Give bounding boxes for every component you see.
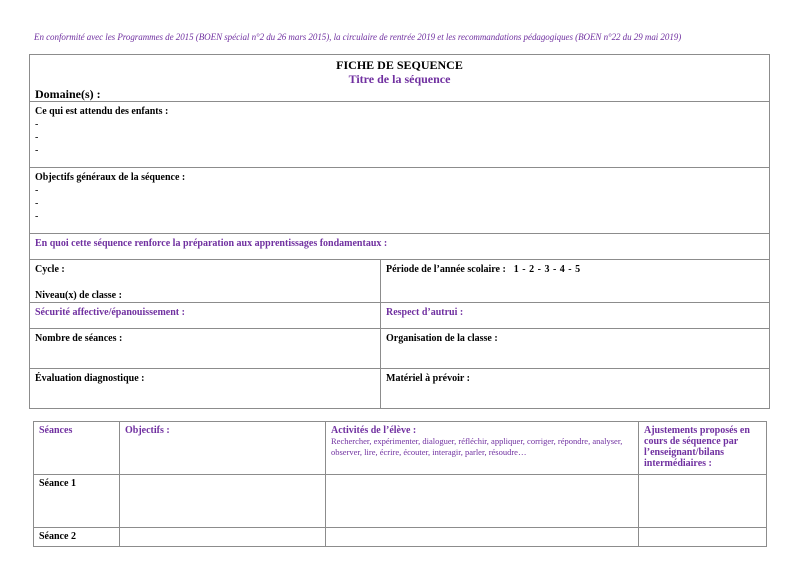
seance-activites-cell	[326, 528, 639, 547]
periode-values: 1 - 2 - 3 - 4 - 5	[513, 264, 581, 275]
seance-label: Séance 2	[34, 528, 120, 547]
respect-cell	[381, 303, 770, 329]
seances-table	[33, 421, 767, 547]
seance-objectifs-cell	[120, 528, 326, 547]
periode-label: Période de l’année scolaire :	[386, 264, 506, 275]
objectifs-cell	[30, 168, 770, 234]
attendu-label: Ce qui est attendu des enfants :	[35, 106, 169, 117]
organisation-label: Organisation de la classe :	[386, 333, 498, 344]
attendu-cell	[30, 102, 770, 168]
fiche-title: FICHE DE SEQUENCE	[336, 58, 463, 72]
col-header-activites	[326, 422, 639, 475]
col-header-seances: Séances	[34, 422, 120, 475]
objectifs-item: -	[35, 211, 39, 222]
respect-label: Respect d’autrui :	[386, 307, 464, 318]
col-header-ajustements: Ajustements proposés en cours de séquence par l’enseignant/bilans intermédiaires :	[639, 422, 767, 475]
organisation-cell	[381, 329, 770, 369]
nb-seances-label: Nombre de séances :	[35, 333, 123, 344]
evaluation-label: Évaluation diagnostique :	[35, 373, 145, 384]
activites-label: Activités de l’élève :	[331, 425, 417, 436]
cycle-cell	[30, 260, 381, 303]
seances-header-row	[34, 422, 767, 475]
sequence-title: Titre de la séquence	[348, 72, 451, 86]
seance-ajustements-cell	[639, 475, 767, 528]
attendu-item: -	[35, 132, 39, 143]
table-row	[34, 528, 767, 547]
renforce-label: En quoi cette séquence renforce la préparation aux apprentissages fondamentaux :	[35, 238, 388, 249]
materiel-label: Matériel à prévoir :	[386, 373, 470, 384]
title-cell	[30, 55, 770, 102]
objectifs-label: Objectifs généraux de la séquence :	[35, 172, 186, 183]
header-note: En conformité avec les Programmes de 2015 (BOEN spécial n°2 du 26 mars 2015), la circulaire de rentrée 2019 et les recommandations pédagogiques (BOEN n°22 du 29 mai 2019)	[34, 32, 682, 42]
seance-label: Séance 1	[34, 475, 120, 528]
securite-cell	[30, 303, 381, 329]
seance-activites-cell	[326, 475, 639, 528]
evaluation-cell	[30, 369, 381, 409]
securite-label: Sécurité affective/épanouissement :	[35, 307, 185, 318]
periode-cell	[381, 260, 770, 303]
objectifs-item: -	[35, 185, 39, 196]
attendu-item: -	[35, 145, 39, 156]
activites-description: Rechercher, expérimenter, dialoguer, réfléchir, appliquer, corriger, répondre, analyser, observer, lire, écrire, écouter, interagir, parler, résoudre…	[331, 436, 623, 457]
niveau-label: Niveau(x) de classe :	[35, 290, 122, 301]
fiche-sequence-table	[29, 54, 770, 409]
col-header-objectifs: Objectifs :	[120, 422, 326, 475]
nb-seances-cell	[30, 329, 381, 369]
cycle-label: Cycle :	[35, 264, 65, 275]
seance-objectifs-cell	[120, 475, 326, 528]
renforce-cell	[30, 234, 770, 260]
table-row	[34, 475, 767, 528]
objectifs-item: -	[35, 198, 39, 209]
seance-ajustements-cell	[639, 528, 767, 547]
domaine-label: Domaine(s) :	[35, 87, 101, 101]
materiel-cell	[381, 369, 770, 409]
attendu-item: -	[35, 119, 39, 130]
